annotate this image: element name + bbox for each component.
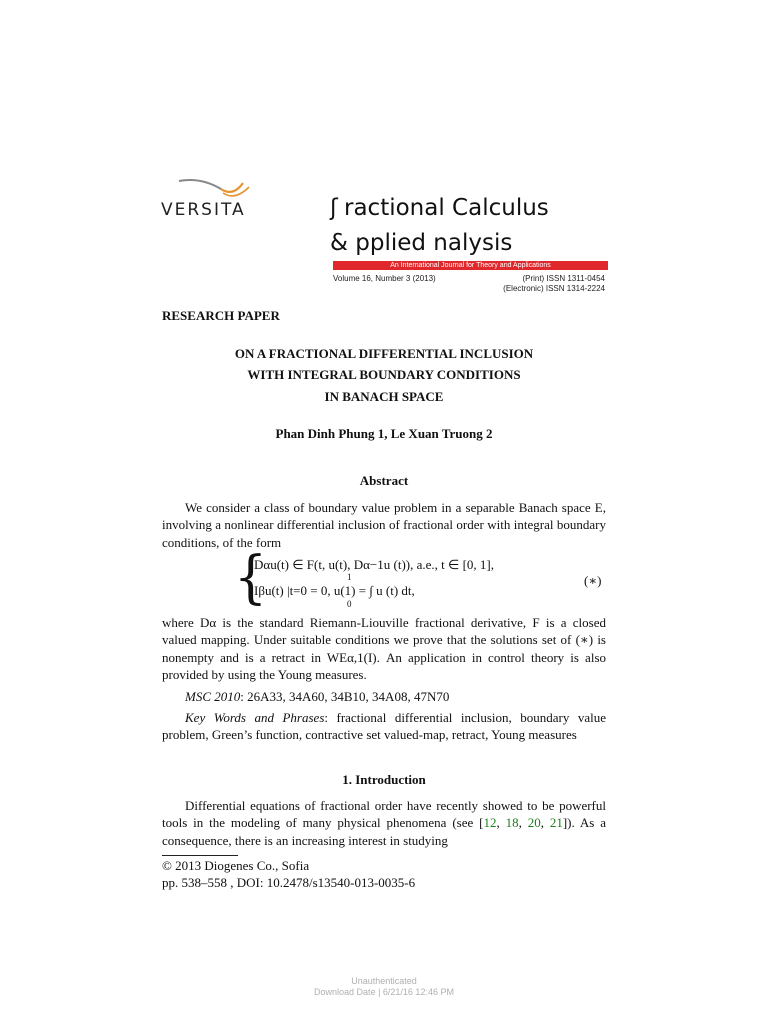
download-watermark xyxy=(0,976,768,998)
copyright: © 2013 Diogenes Co., Sofia xyxy=(162,858,310,873)
pages-doi: pp. 538–558 , DOI: 10.2478/s13540-013-0035-6 xyxy=(162,875,416,890)
equation-line-1: Dαu(t) ∈ F(t, u(t), Dα−1u (t)), a.e., t ∈ [0, 1], xyxy=(254,557,494,572)
equation-tag: (∗) xyxy=(584,573,602,588)
citation-link[interactable]: 12 xyxy=(483,815,497,831)
abstract-intro-text: We consider a class of boundary value problem in a separable Banach space E, involving a nonlinear differential inclusion of fractional order with integral boundary conditions, of the form xyxy=(162,500,606,550)
equation-lower-limit: 0 xyxy=(347,599,352,609)
keywords xyxy=(162,709,606,744)
paper-title-line-1: ON A FRACTIONAL DIFFERENTIAL INCLUSION xyxy=(234,346,534,361)
intro-text-1: Differential equations of fractional order have recently showed to be powerful tools in the modeling of many physical phenomena (see [ xyxy=(162,798,606,831)
keywords-label: Key Words and Phrases xyxy=(185,710,325,725)
issn-electronic: (Electronic) ISSN 1314-2224 xyxy=(503,284,605,293)
section-heading: 1. Introduction xyxy=(342,772,426,787)
equation-upper-limit: 1 xyxy=(347,572,352,582)
publisher-name: VERSITA xyxy=(161,200,246,220)
paper-type: RESEARCH PAPER xyxy=(162,308,280,323)
msc-label: MSC 2010 xyxy=(185,689,241,704)
equation-brace: { xyxy=(234,545,268,611)
watermark-line-1: Unauthenticated xyxy=(351,976,417,986)
watermark-line-2: Download Date | 6/21/16 12:46 PM xyxy=(314,987,454,997)
equation-line-2: Iβu(t) |t=0 = 0, u(1) = ∫ u (t) dt, xyxy=(254,583,415,598)
journal-title-glyph: ʃ xyxy=(330,195,338,221)
journal-title-line2: & pplied nalysis xyxy=(330,230,513,256)
intro-paragraph: Differential equations of fractional order have recently showed to be powerful tools in the modeling of many physical phenomena (see [12, 18, 20, 21]). As a consequence, there is an increasing interest in studying xyxy=(162,798,606,848)
journal-tagline: An International Journal for Theory and Applications xyxy=(390,262,551,269)
authors: Phan Dinh Phung 1, Le Xuan Truong 2 xyxy=(275,426,493,441)
issn-print: (Print) ISSN 1311-0454 xyxy=(522,274,605,283)
msc xyxy=(162,688,606,705)
journal-title-line1: ractional Calculus xyxy=(344,195,549,221)
journal-title xyxy=(330,190,620,260)
paper-title-line-2: WITH INTEGRAL BOUNDARY CONDITIONS xyxy=(247,367,521,382)
abstract-rest xyxy=(162,614,606,684)
msc-codes: : 26A33, 34A60, 34B10, 34A08, 47N70 xyxy=(240,689,450,704)
abstract-intro xyxy=(162,499,606,551)
paper-title-line-3: IN BANACH SPACE xyxy=(324,389,444,404)
abstract-rest-text: where Dα is the standard Riemann-Liouville fractional derivative, F is a closed valued mapping. Under suitable conditions we prove that the solutions set of (∗) is nonempty and is a retract in WEα,1(I). An application in control theory is also provided by using the Young measures. xyxy=(162,615,606,683)
citation-link[interactable]: 21 xyxy=(549,815,563,831)
volume-info: Volume 16, Number 3 (2013) xyxy=(333,274,436,283)
abstract-heading: Abstract xyxy=(359,473,409,488)
footnote-rule xyxy=(162,855,238,856)
intro-text-2: ]). As a consequence, there is an increasing interest in studying xyxy=(162,815,606,848)
keywords-text: : fractional differential inclusion, boundary value problem, Green’s function, contractive set valued-map, retract, Young measures xyxy=(162,710,607,743)
citation-link[interactable]: 18 xyxy=(505,815,519,831)
citation-link[interactable]: 20 xyxy=(527,815,541,831)
